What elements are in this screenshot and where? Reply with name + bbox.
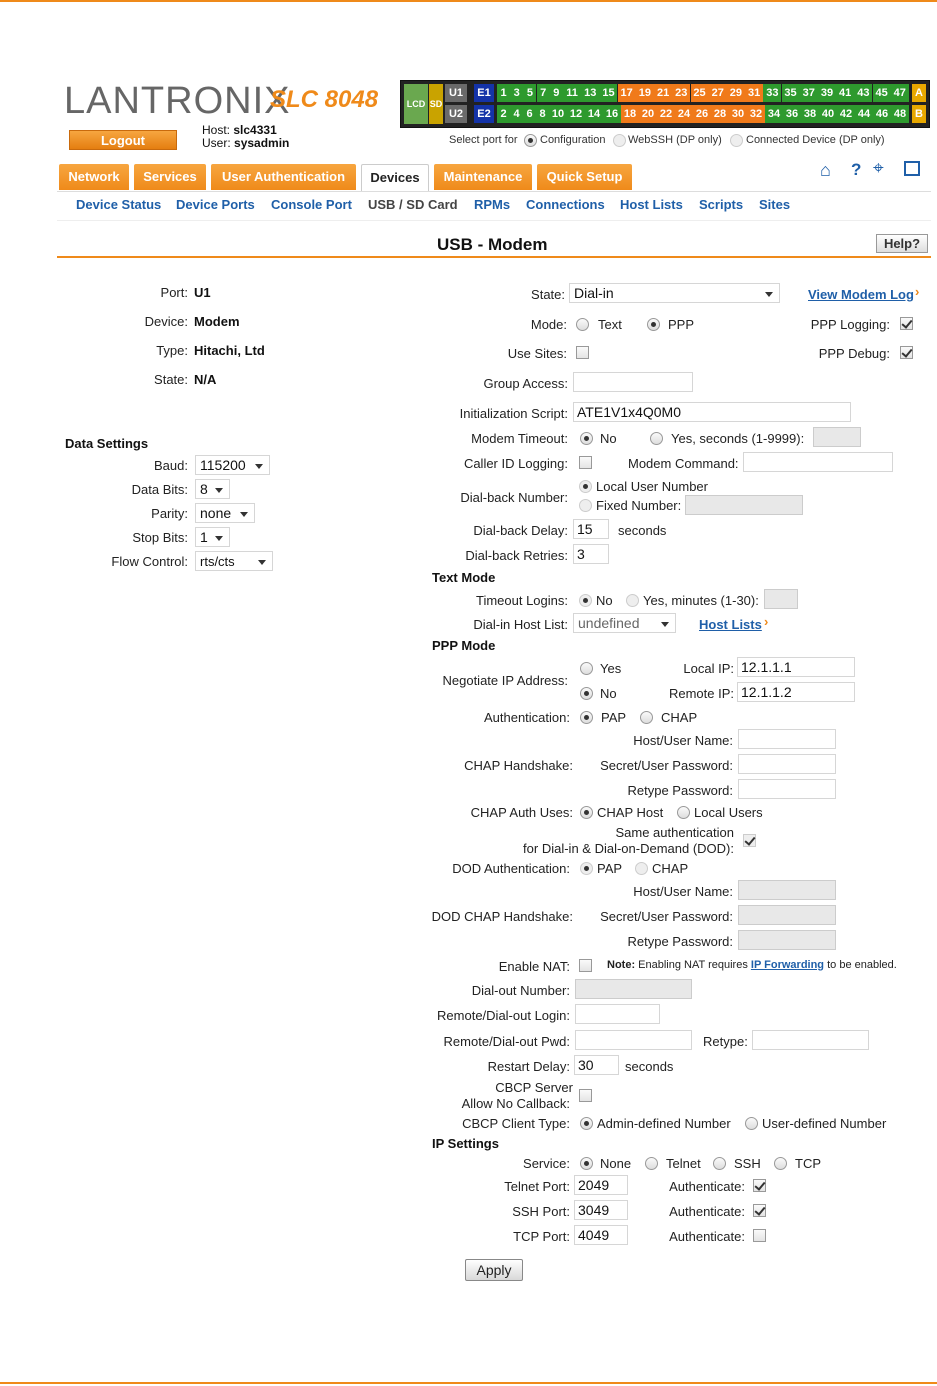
restart-delay-input[interactable]: 30: [574, 1055, 619, 1075]
tcp-port-label: TCP Port:: [513, 1229, 570, 1244]
view-modem-log-link[interactable]: View Modem Log: [808, 287, 914, 302]
chap-host-radio[interactable]: [580, 806, 593, 819]
mode-ppp-label: PPP: [668, 317, 695, 332]
port-33[interactable]: 33: [763, 84, 781, 102]
dod-chap-radio[interactable]: [635, 862, 648, 875]
port-30[interactable]: 30: [729, 105, 747, 123]
port-7[interactable]: 7: [537, 84, 550, 102]
brand-logo: LANTRONIX: [64, 80, 291, 122]
dialback-number-label: Dial-back Number:: [460, 490, 568, 505]
remote-pwd-label: Remote/Dial-out Pwd:: [443, 1034, 570, 1049]
port-3[interactable]: 3: [510, 84, 523, 102]
remote-ip-label: Remote IP:: [668, 686, 734, 701]
dod-host-user-input[interactable]: [738, 880, 836, 900]
ppp-logging-label: PPP Logging:: [810, 317, 890, 332]
group-access-input[interactable]: [573, 372, 693, 392]
timeout-no-label: No: [600, 431, 617, 446]
local-user-number-label: Local User Number: [596, 479, 708, 494]
dialback-delay-label: Dial-back Delay:: [473, 523, 568, 538]
service-none-label: None: [600, 1156, 632, 1171]
bottom-rule: [0, 1382, 937, 1384]
retype-input[interactable]: [752, 1030, 869, 1050]
device-value: Modem: [194, 314, 240, 329]
chevron-right-icon: ›: [915, 284, 920, 299]
dod-auth-label: DOD Authentication:: [452, 861, 570, 876]
auth-pap-radio[interactable]: [580, 711, 593, 724]
port-e1[interactable]: E1: [474, 84, 494, 102]
model-name: SLC 8048: [270, 86, 379, 113]
state-select-label: State:: [531, 287, 565, 302]
init-script-input[interactable]: ATE1V1x4Q0M0: [573, 402, 851, 422]
port-32[interactable]: 32: [747, 105, 765, 123]
fixed-number-label: Fixed Number:: [596, 498, 682, 513]
ip-forwarding-link[interactable]: IP Forwarding: [750, 959, 825, 971]
dod-host-user-label: Host/User Name:: [633, 884, 733, 899]
chap-host-user-input[interactable]: [738, 729, 836, 749]
page-title: USB - Modem: [437, 235, 548, 254]
type-label: Type:: [156, 343, 188, 358]
state-select[interactable]: Dial-in: [569, 283, 780, 303]
timeout-no-radio[interactable]: [580, 432, 593, 445]
restart-delay-label: Restart Delay:: [487, 1059, 570, 1074]
port-29[interactable]: 29: [727, 84, 745, 102]
local-users-label: Local Users: [694, 805, 763, 820]
stop-bits-select[interactable]: 1: [195, 527, 230, 547]
logout-button[interactable]: Logout: [69, 130, 177, 150]
use-sites-checkbox[interactable]: [576, 346, 589, 359]
dialback-retries-label: Dial-back Retries:: [465, 548, 568, 563]
port-12[interactable]: 12: [567, 105, 585, 123]
caller-id-label: Caller ID Logging:: [463, 456, 568, 471]
admin-number-radio[interactable]: [580, 1117, 593, 1130]
radio-webssh[interactable]: [613, 134, 626, 147]
local-ip-input[interactable]: 12.1.1.1: [737, 657, 855, 677]
port-6[interactable]: 6: [523, 105, 536, 123]
port-27[interactable]: 27: [709, 84, 727, 102]
negotiate-ip-label: Negotiate IP Address:: [442, 673, 568, 688]
baud-select[interactable]: 115200: [195, 455, 270, 475]
port-36[interactable]: 36: [783, 105, 801, 123]
port-31[interactable]: 31: [745, 84, 763, 102]
use-sites-label: Use Sites:: [507, 346, 567, 361]
text-mode-title: Text Mode: [432, 570, 496, 585]
port-label: Port:: [160, 285, 188, 300]
port-4[interactable]: 4: [510, 105, 523, 123]
service-label: Service:: [523, 1156, 570, 1171]
subnav-host-lists[interactable]: Host Lists: [620, 197, 683, 212]
port-28[interactable]: 28: [711, 105, 729, 123]
port-42[interactable]: 42: [837, 105, 855, 123]
tab-maintenance[interactable]: Maintenance: [434, 164, 532, 190]
remote-ip-input[interactable]: 12.1.1.2: [737, 682, 855, 702]
mode-text-radio[interactable]: [576, 318, 589, 331]
dialout-number-input[interactable]: [575, 979, 692, 999]
port-u2[interactable]: U2: [445, 105, 467, 123]
timeout-logins-yes-radio[interactable]: [626, 594, 639, 607]
port-17[interactable]: 17: [618, 84, 636, 102]
port-14[interactable]: 14: [585, 105, 603, 123]
cbcp-server-label-2: Allow No Callback:: [461, 1096, 570, 1111]
title-rule: [57, 256, 931, 258]
ppp-debug-checkbox[interactable]: [900, 346, 913, 359]
fixed-number-input[interactable]: [685, 495, 803, 515]
apply-button[interactable]: Apply: [465, 1259, 523, 1281]
service-none-radio[interactable]: [580, 1157, 593, 1170]
negotiate-yes-label: Yes: [600, 661, 622, 676]
port-8[interactable]: 8: [536, 105, 549, 123]
mode-label: Mode:: [530, 317, 567, 332]
fixed-number-radio[interactable]: [579, 499, 592, 512]
port-37[interactable]: 37: [800, 84, 818, 102]
user-number-label: User-defined Number: [762, 1116, 887, 1131]
opt-config-label: Configuration: [540, 134, 606, 146]
port-e2[interactable]: E2: [474, 105, 494, 123]
port-10[interactable]: 10: [549, 105, 567, 123]
port-1[interactable]: 1: [497, 84, 510, 102]
local-ip-label: Local IP:: [683, 661, 734, 676]
port-15[interactable]: 15: [599, 84, 617, 102]
port-44[interactable]: 44: [855, 105, 873, 123]
dod-secret-input[interactable]: [738, 905, 836, 925]
radio-connected-device[interactable]: [730, 134, 743, 147]
port-38[interactable]: 38: [801, 105, 819, 123]
port-value: U1: [194, 285, 211, 300]
restart-seconds-label: seconds: [625, 1059, 674, 1074]
ssh-port-input[interactable]: 3049: [574, 1200, 628, 1220]
stop-bits-label: Stop Bits:: [132, 530, 188, 545]
opt-connected-label: Connected Device (DP only): [746, 134, 885, 146]
state-value: N/A: [194, 372, 217, 387]
telnet-authenticate-checkbox[interactable]: [753, 1179, 766, 1192]
remote-login-input[interactable]: [575, 1004, 660, 1024]
remote-pwd-input[interactable]: [575, 1030, 692, 1050]
chap-auth-uses-label: CHAP Auth Uses:: [470, 805, 573, 820]
radio-configuration[interactable]: [524, 134, 537, 147]
dialback-delay-input[interactable]: 15: [573, 519, 609, 539]
auth-chap-label: CHAP: [661, 710, 698, 725]
device-label: Device:: [144, 314, 188, 329]
service-tcp-radio[interactable]: [774, 1157, 787, 1170]
auth-pap-label: PAP: [601, 710, 627, 725]
state-label: State:: [154, 372, 188, 387]
subnav-console-port[interactable]: Console Port: [271, 197, 352, 212]
service-tcp-label: TCP: [795, 1156, 821, 1171]
ssh-authenticate-checkbox[interactable]: [753, 1204, 766, 1217]
secret-password-label: Secret/User Password:: [600, 758, 733, 773]
init-script-label: Initialization Script:: [459, 406, 568, 421]
enable-nat-label: Enable NAT:: [498, 959, 570, 974]
dod-secret-label: Secret/User Password:: [600, 909, 733, 924]
ppp-mode-title: PPP Mode: [432, 638, 496, 653]
port-39[interactable]: 39: [818, 84, 836, 102]
tab-user-authentication[interactable]: User Authentication: [211, 164, 356, 190]
dod-retype-label: Retype Password:: [627, 934, 733, 949]
dod-pap-radio[interactable]: [580, 862, 593, 875]
home-icon[interactable]: ⌂: [820, 160, 831, 180]
port-45[interactable]: 45: [873, 84, 891, 102]
subnav-connections[interactable]: Connections: [526, 197, 605, 212]
port-46[interactable]: 46: [873, 105, 891, 123]
tcp-authenticate-checkbox[interactable]: [753, 1229, 766, 1242]
tcp-authenticate-label: Authenticate:: [669, 1229, 745, 1244]
port-sd[interactable]: SD: [429, 84, 443, 124]
same-auth-label-2: for Dial-in & Dial-on-Demand (DOD):: [523, 841, 734, 856]
admin-number-label: Admin-defined Number: [597, 1116, 731, 1131]
service-telnet-label: Telnet: [666, 1156, 701, 1171]
modem-command-label: Modem Command:: [628, 456, 739, 471]
dialback-retries-input[interactable]: 3: [573, 544, 609, 564]
auth-chap-radio[interactable]: [640, 711, 653, 724]
tab-underline: [57, 191, 931, 192]
port-22[interactable]: 22: [657, 105, 675, 123]
modem-command-input[interactable]: [743, 452, 893, 472]
host-list-select[interactable]: undefined: [573, 613, 676, 633]
port-43[interactable]: 43: [854, 84, 872, 102]
telnet-port-label: Telnet Port:: [504, 1179, 570, 1194]
port-lcd[interactable]: LCD: [404, 84, 428, 124]
dod-pap-label: PAP: [597, 861, 623, 876]
data-bits-label: Data Bits:: [131, 482, 188, 497]
user-number-radio[interactable]: [745, 1117, 758, 1130]
opt-webssh-label: WebSSH (DP only): [628, 134, 722, 146]
chap-host-label: CHAP Host: [597, 805, 664, 820]
port-20[interactable]: 20: [639, 105, 657, 123]
port-2[interactable]: 2: [497, 105, 510, 123]
port-16[interactable]: 16: [603, 105, 621, 123]
chap-handshake-label: CHAP Handshake:: [464, 758, 573, 773]
modem-timeout-label: Modem Timeout:: [471, 431, 568, 446]
help-button[interactable]: Help?: [876, 234, 928, 253]
host-lists-link[interactable]: Host Lists: [699, 617, 762, 632]
port-48[interactable]: 48: [891, 105, 909, 123]
retype-label: Retype:: [703, 1034, 748, 1049]
port-25[interactable]: 25: [691, 84, 709, 102]
tab-devices[interactable]: Devices: [361, 164, 429, 192]
timeout-seconds-input[interactable]: [813, 427, 861, 447]
authentication-label: Authentication:: [483, 710, 570, 725]
timeout-logins-label: Timeout Logins:: [475, 593, 568, 608]
ip-settings-title: IP Settings: [432, 1136, 499, 1151]
dod-retype-input[interactable]: [738, 930, 836, 950]
tcp-port-input[interactable]: 4049: [574, 1225, 628, 1245]
tab-services[interactable]: Services: [134, 164, 206, 190]
local-users-radio[interactable]: [677, 806, 690, 819]
port-18[interactable]: 18: [621, 105, 639, 123]
data-settings-title: Data Settings: [65, 436, 149, 451]
port-19[interactable]: 19: [636, 84, 654, 102]
local-user-number-radio[interactable]: [579, 480, 592, 493]
type-value: Hitachi, Ltd: [194, 343, 265, 358]
retype-password-label: Retype Password:: [627, 783, 733, 798]
top-rule: [0, 0, 937, 2]
cbcp-client-label: CBCP Client Type:: [462, 1116, 570, 1131]
cbcp-server-label-1: CBCP Server: [495, 1080, 573, 1095]
subnav-device-ports[interactable]: Device Ports: [176, 197, 255, 212]
enable-nat-checkbox[interactable]: [579, 959, 592, 972]
subnav-device-status[interactable]: Device Status: [76, 197, 162, 212]
ssh-port-label: SSH Port:: [512, 1204, 570, 1219]
host-user-label: Host/User Name:: [633, 733, 733, 748]
dod-chap-handshake-label: DOD CHAP Handshake:: [431, 909, 573, 924]
tab-quick-setup[interactable]: Quick Setup: [537, 164, 632, 190]
host-list-label: Dial-in Host List:: [473, 617, 568, 632]
subnav-rpms[interactable]: RPMs: [474, 197, 511, 212]
port-u1[interactable]: U1: [445, 84, 467, 102]
dod-chap-label: CHAP: [652, 861, 689, 876]
help-question-icon[interactable]: ?: [851, 160, 862, 179]
negotiate-no-label: No: [600, 686, 617, 701]
telnet-authenticate-label: Authenticate:: [669, 1179, 745, 1194]
mode-ppp-radio[interactable]: [647, 318, 660, 331]
tab-network[interactable]: Network: [59, 164, 129, 190]
port-21[interactable]: 21: [654, 84, 672, 102]
timeout-logins-no-radio[interactable]: [579, 594, 592, 607]
subnav-sites[interactable]: Sites: [759, 197, 791, 212]
telnet-port-input[interactable]: 2049: [574, 1175, 628, 1195]
dialback-seconds-label: seconds: [618, 523, 667, 538]
ssh-authenticate-label: Authenticate:: [669, 1204, 745, 1219]
dialout-number-label: Dial-out Number:: [471, 983, 570, 998]
mode-text-label: Text: [598, 317, 622, 332]
port-26[interactable]: 26: [693, 105, 711, 123]
service-ssh-label: SSH: [734, 1156, 761, 1171]
select-port-label: Select port for: [449, 134, 518, 146]
chap-secret-input[interactable]: [738, 754, 836, 774]
same-auth-label-1: Same authentication: [615, 825, 734, 840]
service-ssh-radio[interactable]: [713, 1157, 726, 1170]
subnav-usb-sd-card[interactable]: USB / SD Card: [368, 197, 458, 212]
document-icon[interactable]: [904, 161, 920, 176]
same-auth-checkbox[interactable]: [743, 834, 756, 847]
baud-label: Baud:: [154, 458, 188, 473]
parity-select[interactable]: none: [195, 503, 255, 523]
port-5[interactable]: 5: [523, 84, 536, 102]
subnav-scripts[interactable]: Scripts: [699, 197, 744, 212]
port-24[interactable]: 24: [675, 105, 693, 123]
ppp-logging-checkbox[interactable]: [900, 317, 913, 330]
port-9[interactable]: 9: [550, 84, 563, 102]
timeout-logins-yes-label: Yes, minutes (1-30):: [643, 593, 759, 608]
port-40[interactable]: 40: [819, 105, 837, 123]
nat-note: Note: Enabling NAT requires IP Forwarding to be enabled.: [607, 959, 897, 971]
timeout-yes-label: Yes, seconds (1-9999):: [671, 431, 805, 446]
timeout-logins-no-label: No: [596, 593, 613, 608]
caller-id-checkbox[interactable]: [579, 456, 592, 469]
data-bits-select[interactable]: 8: [195, 479, 230, 499]
port-41[interactable]: 41: [836, 84, 854, 102]
sitemap-icon[interactable]: ⌖: [873, 158, 884, 179]
flow-control-label: Flow Control:: [111, 554, 188, 569]
negotiate-no-radio[interactable]: [580, 687, 593, 700]
chap-retype-input[interactable]: [738, 779, 836, 799]
port-b[interactable]: B: [912, 105, 926, 123]
host-lists-chevron-icon: ›: [764, 614, 769, 629]
ppp-debug-label: PPP Debug:: [818, 346, 890, 361]
timeout-minutes-input[interactable]: [764, 589, 798, 609]
host-label: Host: slc4331 User: sysadmin: [202, 123, 290, 150]
port-34[interactable]: 34: [765, 105, 783, 123]
negotiate-yes-radio[interactable]: [580, 662, 593, 675]
port-47[interactable]: 47: [891, 84, 909, 102]
flow-control-select[interactable]: rts/cts: [195, 551, 273, 571]
port-13[interactable]: 13: [581, 84, 599, 102]
port-23[interactable]: 23: [672, 84, 690, 102]
timeout-yes-radio[interactable]: [650, 432, 663, 445]
cbcp-allow-no-callback-checkbox[interactable]: [579, 1089, 592, 1102]
port-11[interactable]: 11: [563, 84, 581, 102]
service-telnet-radio[interactable]: [645, 1157, 658, 1170]
subnav-divider: [57, 220, 931, 221]
port-35[interactable]: 35: [782, 84, 800, 102]
remote-login-label: Remote/Dial-out Login:: [437, 1008, 570, 1023]
port-a[interactable]: A: [912, 84, 926, 102]
group-access-label: Group Access:: [483, 376, 568, 391]
parity-label: Parity:: [151, 506, 188, 521]
